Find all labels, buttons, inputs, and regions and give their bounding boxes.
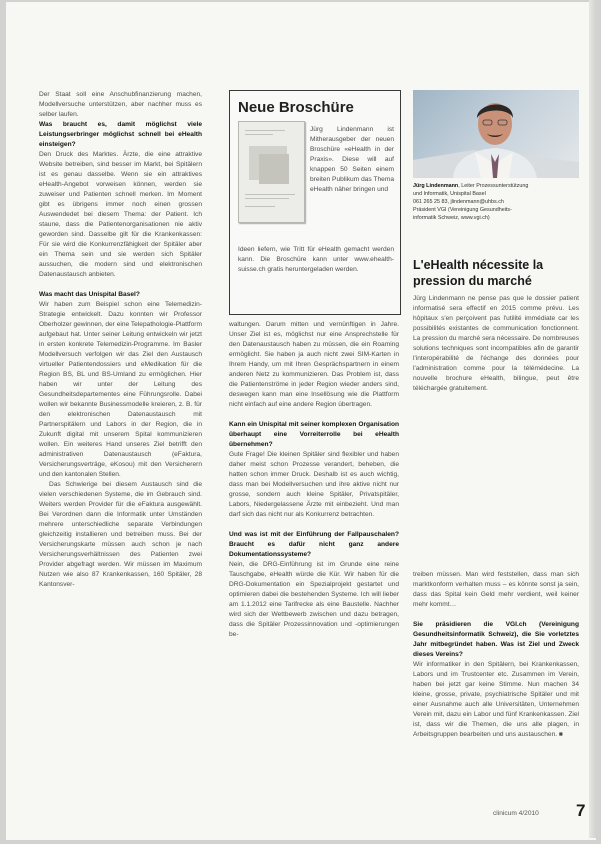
portrait-photo [413,90,579,178]
brochure-box-text: Jürg Lindenmann ist Mitherausgeber der neuen Broschüre «eHealth in der Praxis». Diese will auf knappen 50 Seiten einem breiten Publikum das Thema eHealth näher bringen und [310,126,394,193]
caption-line-4: Präsident VGI (Vereinigung Gesundheits- [413,207,512,213]
col2-para-1: waltungen. Darum mitten und vernünftigen in Jahre. Unser Ziel ist es, möglichst nur eine Ansprechstelle für den Datenaustausch haben zu müssen, die ein Roaming ermöglicht. Sie haben ja auch nicht zwei SIM-Karten in Ihrem Handy, um mit Ihren Gesprächspartnern in einem anderen Netz zu kommunizieren. Das Problem ist, dass die Patientenströme in jeder Region wieder anders sind, deswegen kann man eine Insellösung wie die Plattform nicht einfach auf eine andere Region übertragen. [229,321,399,408]
caption-line-2: und Informatik, Unispital Basel [413,191,486,197]
french-summary-paragraph: Jürg Lindenmann ne pense pas que le dossier patient informatisé sera effectif en 2015 comme prévu. Les hôpitaux s'en perçoivent pas l'utilité immédiate car les possibilités existantes de communication fonctionnent. La pression du marché sera nécessaire. De nombreuses solutions techniques sont incompatibles afin de garantir l'interopérabilité de l'échange des données pour l'administration comme pour la télémédecine. La nouvelle brochure eHealth, bilingue, peut être téléchargée gratuitement. [413,295,579,392]
brochure-box [229,90,401,315]
page-edge-shadow [589,0,596,838]
caption-contact: 061 265 25 83, jlindenmann@uhbs.ch [413,199,504,205]
col3-question-1: Sie präsidieren die VGI.ch (Vereinigung Gesundheitsinformatik Schweiz), die Sie vorletztes Jahr mitbegründet haben. Was ist Ziel und Zweck dieses Vereins? [413,621,579,658]
caption-name: Jürg Lindenmann [413,183,459,189]
article-column-3 [413,570,579,740]
magazine-page [6,2,596,840]
col1-para-4: Das Schwierige bei diesem Austausch sind die vielen verschiedenen Systeme, die im Gebrauch sind. Weiters werden Provider für die eFaktura ausgewählt. Bei Verordnen dann die Informatik unter Umständen mehrere unterschiedliche separate Verbindungen gleichzeitig installieren und betreiben muss. Bei der Versicherungskarte müssen auch schon je nach Versicherungsverhältnissen des Patienten zwei Provider abgefragt werden. Wir müssen im Maximum Nutzen wie also 87 Krankenkassen, 160 Spitäler, 28 Kantonsver- [39,481,202,588]
caption-role: , Leiter Prozessunterstützung [458,183,529,189]
portrait-caption [413,182,579,222]
page-number: 7 [576,801,586,820]
col2-question-2: Und was ist mit der Einführung der Fallpauschalen? Braucht es dafür nicht ganz andere Dokumentationssysteme? [229,531,399,558]
col1-para-3: Wir haben zum Beispiel schon eine Telemedizin-Strategie entwickelt. Dazu konnten wir Professor Oberholzer gewinnen, der eine Telepathologie-Plattform aufgebaut hat. Unter seiner Leitung entwickeln wir jetzt in ersten konkrete Telemedizin-Programme. Im Basler Modellversuch verfolgen wir das Ziel den Austausch virtueller Patientendossiers und eMedikation für die Region BS, BL und BS-Umland zu ermöglichen. Hier haben wir unter der Leitung des Gesundheitsdepartementes eine Führungsrolle. Dabei wollen wir bekannte Businessmodelle kreieren, z. B. für den elektronischen Datenaustausch mit Partnerspitälern und Labors in der Region, die in Zukunft digital mit unserem Spital kommunizieren wollen. Ein weiteres Hand unseres Ziel betrifft den administrativen Datenaustausch (eFaktura, Versicherungsverträge, eKosou) mit den Versicherern und den kantonalen Stellen. [39,301,202,478]
footer-issue-label: clinicum 4/2010 [493,810,539,817]
col1-para-2: Den Druck des Marktes. Ärzte, die eine attraktive Website betreiben, sind besser im Markt, bei Spitälern ist es genau dasselbe. Wenn sie ein attraktives eHealth-Angebot vorweisen können, werden sie zuweiser und Patienten schnell merken. Im Moment gibt es übrigens immer noch einen grossen Auswendedet bei diesem Thema: der Patient. Ich staune, dass die Patientenorganisationen nie aktiv geworden sind. Dasselbe gilt für die Krankenkassen: Für sie wird die Konkurrenzfähigkeit der Spitäler aber ein Thema sein und sie werden sich Spitäler aussuchen, die modern sind und elektronischen Datenaustausch anbieten. [39,151,202,278]
article-column-1 [39,90,202,590]
article-column-2 [229,320,399,640]
col1-question-1: Was braucht es, damit möglichst viele Leistungserbringer möglichst schnell bei eHealth einsteigen? [39,121,202,148]
col2-question-1: Kann ein Unispital mit seiner komplexen Organisation überhaupt eine Vorreiterrolle bei eHealth übernehmen? [229,421,399,448]
col3-para-1: treiben müssen. Man wird feststellen, dass man sich marktkonform verhalten muss – es könnte sonst ja sein, dass das Spital kein Geld mehr verdient, weil keiner mehr kommt… [413,571,579,608]
french-summary-title: L'eHealth nécessite la pression du marché [413,258,544,288]
col2-para-3: Nein, die DRG-Einführung ist im Grunde eine reine Tauschgabe, eHealth würde die Kür. Wir haben für die DRG-Dokumentation ein Spezialprojekt gestartet und optimieren dabei die bestehenden Systeme. Ich will lieber am 1.1.2012 eine Tarifrecke als eine Baustelle. Nachher wird sich der Wettbewerb zwischen und dazu betragen, dass die Spitäler Prozessinnovation und -optimierungen be- [229,561,399,638]
brochure-box-title: Neue Broschüre [238,99,354,116]
col1-question-2: Was macht das Unispital Basel? [39,291,140,298]
brochure-box-text-continued: Ideen liefern, wie Tritt für eHealth gemacht werden kann. Die Broschüre kann unter www.ehealth-suisse.ch gratis heruntergeladen werden. [238,246,394,273]
brochure-cover-image [238,121,305,223]
french-summary-text [413,294,579,394]
col1-para-1: Der Staat soll eine Anschubfinanzierung machen, Modellversuche unterstützen, aber nachher muss es selber laufen. [39,91,202,118]
col3-para-2: Wir informatiker in den Spitälern, bei Krankenkassen, Labors und im Trustcenter etc. Zusammen im Verein, haben bei jetzt gar keine Stimme. Nun machen 34 kleine, grosse, private, psychiatrische Spitäler und mit einer Ausnahme auch alle Universitäten, Unternehmen Verein mit, dazu ein Labor und fünf Krankenkassen. Ziel ist, dass wir die Themen, die uns alle plagen, in Arbeitsgruppen bearbeiten und uns austauschen. ■ [413,661,579,738]
col2-para-2: Gute Frage! Die kleinen Spitäler sind flexibler und haben daher meist schon Prozesse verandert, beheben, die hatten schon immer Druck. Deshalb ist es auch wichtig, dass man bei Modellversuchen und ihre aktive nicht nur grosse, sondern auch kleine Spitäler, Privatspitäler, Labors, Niedergelassene Ärzte mit einbezieht. Und man darf sich das nicht nur als Konkurrenz betrachten. [229,451,399,518]
caption-line-5: informatik Schweiz, www.vgi.ch) [413,215,490,221]
